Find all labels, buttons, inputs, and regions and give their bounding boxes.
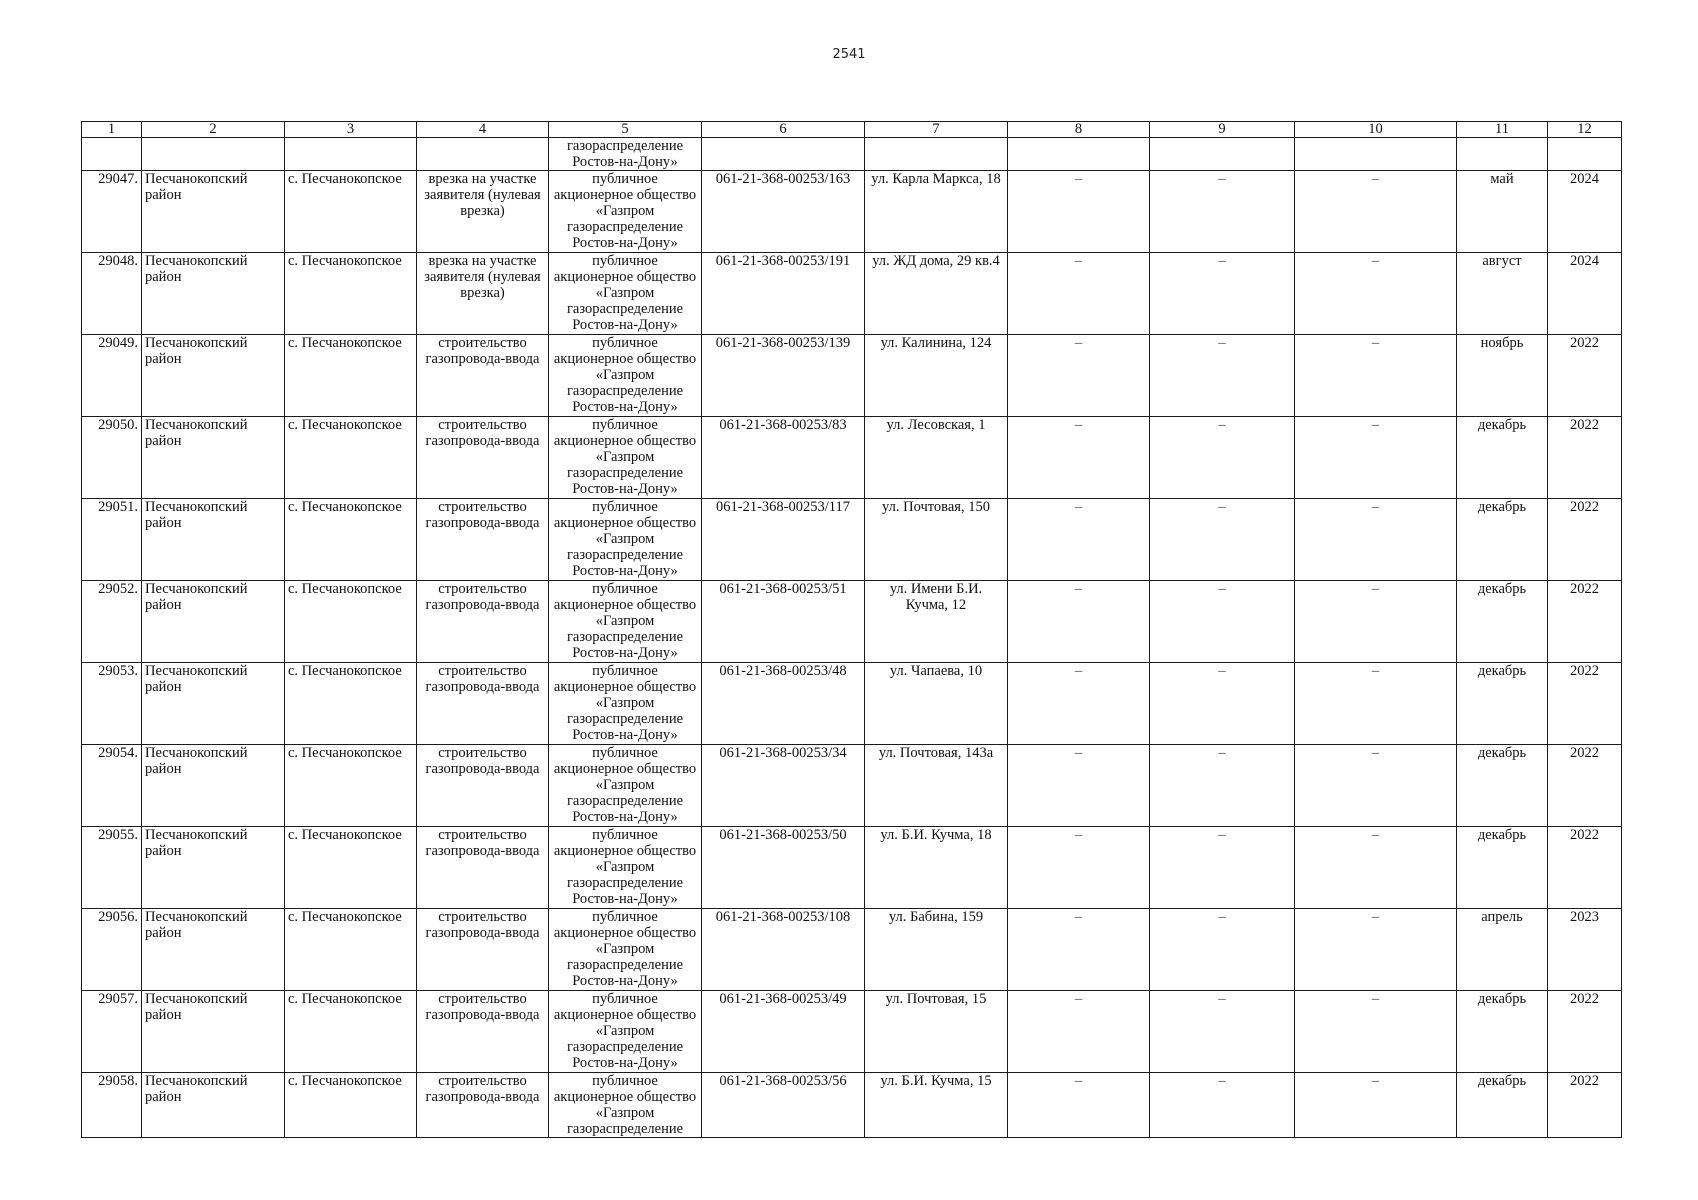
cell-col9: –: [1150, 417, 1295, 499]
cell-col10: –: [1295, 909, 1457, 991]
cell-address: ул. Б.И. Кучма, 18: [865, 827, 1008, 909]
cell-number: 29053.: [82, 663, 142, 745]
column-number: 3: [285, 122, 417, 138]
cell-org: газораспределение Ростов-на-Дону»: [549, 138, 702, 171]
cell-work-type: строительство газопровода-ввода: [417, 335, 549, 417]
cell-code: 061-21-368-00253/191: [702, 253, 865, 335]
cell-number: 29052.: [82, 581, 142, 663]
cell-year: 2022: [1548, 663, 1622, 745]
cell-code: 061-21-368-00253/34: [702, 745, 865, 827]
table-row: [82, 827, 1622, 909]
cell-col8: –: [1008, 335, 1150, 417]
cell-number: 29049.: [82, 335, 142, 417]
cell-year: 2024: [1548, 171, 1622, 253]
cell-organization: публичное акционерное общество «Газпром газораспределение Ростов-на-Дону»: [549, 909, 702, 991]
cell-settlement: с. Песчанокопское: [285, 1073, 417, 1138]
cell-work-type: строительство газопровода-ввода: [417, 745, 549, 827]
cell-col9: –: [1150, 909, 1295, 991]
cell-address: ул. Почтовая, 143а: [865, 745, 1008, 827]
cell-number: 29051.: [82, 499, 142, 581]
cell-col9: –: [1150, 581, 1295, 663]
cell-organization: публичное акционерное общество «Газпром газораспределение Ростов-на-Дону»: [549, 335, 702, 417]
cell-code: 061-21-368-00253/163: [702, 171, 865, 253]
cell-year: 2022: [1548, 745, 1622, 827]
column-number: 1: [82, 122, 142, 138]
cell-col9: –: [1150, 745, 1295, 827]
cell-month: декабрь: [1457, 663, 1548, 745]
cell-organization: публичное акционерное общество «Газпром газораспределение Ростов-на-Дону»: [549, 253, 702, 335]
cell-number: 29050.: [82, 417, 142, 499]
cell-settlement: с. Песчанокопское: [285, 827, 417, 909]
cell-number: 29056.: [82, 909, 142, 991]
cell-col10: –: [1295, 171, 1457, 253]
cell-year: 2022: [1548, 335, 1622, 417]
cell-work-type: строительство газопровода-ввода: [417, 1073, 549, 1138]
cell-year: 2022: [1548, 499, 1622, 581]
cell-year: 2022: [1548, 991, 1622, 1073]
cell-district: Песчанокопский район: [142, 663, 285, 745]
cell-work-type: строительство газопровода-ввода: [417, 417, 549, 499]
column-number: 11: [1457, 122, 1548, 138]
cell-col9: –: [1150, 253, 1295, 335]
column-number: 10: [1295, 122, 1457, 138]
cell-code: 061-21-368-00253/50: [702, 827, 865, 909]
cell-col8: –: [1008, 171, 1150, 253]
cell-year: 2023: [1548, 909, 1622, 991]
cell-settlement: с. Песчанокопское: [285, 909, 417, 991]
cell-work-type: строительство газопровода-ввода: [417, 499, 549, 581]
cell-district: Песчанокопский район: [142, 499, 285, 581]
cell-col10: –: [1295, 335, 1457, 417]
column-number: 2: [142, 122, 285, 138]
column-number: 9: [1150, 122, 1295, 138]
cell-month: декабрь: [1457, 417, 1548, 499]
cell-col9: –: [1150, 335, 1295, 417]
cell-col9: –: [1150, 663, 1295, 745]
table-row: [82, 1073, 1622, 1138]
cell-col10: –: [1295, 827, 1457, 909]
table-row: [82, 581, 1622, 663]
cell-number: 29047.: [82, 171, 142, 253]
cell-month: декабрь: [1457, 581, 1548, 663]
cell-col8: –: [1008, 663, 1150, 745]
cell-code: 061-21-368-00253/108: [702, 909, 865, 991]
cell-district: Песчанокопский район: [142, 335, 285, 417]
cell-col8: –: [1008, 909, 1150, 991]
cell-col10: –: [1295, 663, 1457, 745]
cell-district: Песчанокопский район: [142, 253, 285, 335]
cell-col9: –: [1150, 991, 1295, 1073]
cell-work-type: строительство газопровода-ввода: [417, 663, 549, 745]
cell-month: декабрь: [1457, 499, 1548, 581]
cell-col8: –: [1008, 499, 1150, 581]
cell-number: 29057.: [82, 991, 142, 1073]
cell-code: 061-21-368-00253/56: [702, 1073, 865, 1138]
table-row: [82, 417, 1622, 499]
cell-settlement: с. Песчанокопское: [285, 171, 417, 253]
cell-month: декабрь: [1457, 745, 1548, 827]
cell-organization: публичное акционерное общество «Газпром газораспределение Ростов-на-Дону»: [549, 991, 702, 1073]
cell-work-type: врезка на участке заявителя (нулевая врезка): [417, 253, 549, 335]
cell-organization: публичное акционерное общество «Газпром газораспределение Ростов-на-Дону»: [549, 827, 702, 909]
cell-address: ул. Бабина, 159: [865, 909, 1008, 991]
cell-col9: –: [1150, 171, 1295, 253]
cell-col10: –: [1295, 417, 1457, 499]
cell-col10: –: [1295, 1073, 1457, 1138]
cell-district: Песчанокопский район: [142, 991, 285, 1073]
column-number-row: [82, 122, 1622, 138]
registry-table: [81, 121, 1622, 1138]
cell-month: декабрь: [1457, 827, 1548, 909]
cell-month: декабрь: [1457, 991, 1548, 1073]
cell-year: 2022: [1548, 581, 1622, 663]
cell-address: ул. Карла Маркса, 18: [865, 171, 1008, 253]
cell-code: 061-21-368-00253/139: [702, 335, 865, 417]
cell-settlement: с. Песчанокопское: [285, 991, 417, 1073]
cell-settlement: с. Песчанокопское: [285, 499, 417, 581]
cell-district: Песчанокопский район: [142, 745, 285, 827]
cell-year: 2024: [1548, 253, 1622, 335]
cell-col9: –: [1150, 1073, 1295, 1138]
cell-number: 29058.: [82, 1073, 142, 1138]
cell-code: 061-21-368-00253/51: [702, 581, 865, 663]
cell-address: ул. Лесовская, 1: [865, 417, 1008, 499]
cell-col10: –: [1295, 745, 1457, 827]
cell-work-type: строительство газопровода-ввода: [417, 827, 549, 909]
cell-settlement: с. Песчанокопское: [285, 253, 417, 335]
cell-work-type: строительство газопровода-ввода: [417, 581, 549, 663]
cell-col8: –: [1008, 745, 1150, 827]
cell-code: 061-21-368-00253/48: [702, 663, 865, 745]
cell-work-type: врезка на участке заявителя (нулевая врезка): [417, 171, 549, 253]
cell-col10: –: [1295, 499, 1457, 581]
cell-settlement: с. Песчанокопское: [285, 417, 417, 499]
cell-district: Песчанокопский район: [142, 417, 285, 499]
cell-settlement: с. Песчанокопское: [285, 745, 417, 827]
page-number: 2541: [832, 47, 866, 62]
cell-district: Песчанокопский район: [142, 827, 285, 909]
cell-address: ул. Почтовая, 15: [865, 991, 1008, 1073]
cell-address: ул. Б.И. Кучма, 15: [865, 1073, 1008, 1138]
table-row: [82, 171, 1622, 253]
column-number: 5: [549, 122, 702, 138]
cell-year: 2022: [1548, 417, 1622, 499]
cell-organization: публичное акционерное общество «Газпром газораспределение Ростов-на-Дону»: [549, 499, 702, 581]
cell-settlement: с. Песчанокопское: [285, 663, 417, 745]
cell-col9: –: [1150, 499, 1295, 581]
cell-col8: –: [1008, 827, 1150, 909]
table-row: [82, 499, 1622, 581]
cell-district: Песчанокопский район: [142, 909, 285, 991]
cell-number: 29054.: [82, 745, 142, 827]
column-number: 4: [417, 122, 549, 138]
cell-col9: –: [1150, 827, 1295, 909]
cell-col10: –: [1295, 991, 1457, 1073]
cell-address: ул. Чапаева, 10: [865, 663, 1008, 745]
cell-col8: –: [1008, 1073, 1150, 1138]
cell-address: ул. Почтовая, 150: [865, 499, 1008, 581]
cell-code: 061-21-368-00253/49: [702, 991, 865, 1073]
cell-organization: публичное акционерное общество «Газпром газораспределение Ростов-на-Дону»: [549, 663, 702, 745]
cell-work-type: строительство газопровода-ввода: [417, 991, 549, 1073]
cell-organization: публичное акционерное общество «Газпром газораспределение Ростов-на-Дону»: [549, 581, 702, 663]
cell-district: Песчанокопский район: [142, 1073, 285, 1138]
cell-code: 061-21-368-00253/117: [702, 499, 865, 581]
cell-settlement: с. Песчанокопское: [285, 581, 417, 663]
cell-organization: публичное акционерное общество «Газпром газораспределение Ростов-на-Дону»: [549, 745, 702, 827]
table-row: [82, 663, 1622, 745]
column-number: 12: [1548, 122, 1622, 138]
cell-month: август: [1457, 253, 1548, 335]
cell-settlement: с. Песчанокопское: [285, 335, 417, 417]
cell-year: 2022: [1548, 1073, 1622, 1138]
table-row: [82, 909, 1622, 991]
continuation-row: [82, 138, 1622, 171]
cell-address: ул. Калинина, 124: [865, 335, 1008, 417]
cell-district: Песчанокопский район: [142, 581, 285, 663]
cell-col8: –: [1008, 417, 1150, 499]
cell-year: 2022: [1548, 827, 1622, 909]
cell-number: 29048.: [82, 253, 142, 335]
cell-month: ноябрь: [1457, 335, 1548, 417]
table-row: [82, 335, 1622, 417]
cell-col8: –: [1008, 991, 1150, 1073]
cell-organization: публичное акционерное общество «Газпром газораспределение Ростов-на-Дону»: [549, 417, 702, 499]
cell-col10: –: [1295, 253, 1457, 335]
cell-address: ул. Имени Б.И. Кучма, 12: [865, 581, 1008, 663]
table-row: [82, 991, 1622, 1073]
cell-district: Песчанокопский район: [142, 171, 285, 253]
column-number: 7: [865, 122, 1008, 138]
cell-month: май: [1457, 171, 1548, 253]
column-number: 8: [1008, 122, 1150, 138]
cell-number: 29055.: [82, 827, 142, 909]
cell-month: декабрь: [1457, 1073, 1548, 1138]
cell-col8: –: [1008, 253, 1150, 335]
column-number: 6: [702, 122, 865, 138]
cell-organization: публичное акционерное общество «Газпром газораспределение Ростов-на-Дону»: [549, 171, 702, 253]
table-row: [82, 253, 1622, 335]
cell-month: апрель: [1457, 909, 1548, 991]
cell-code: 061-21-368-00253/83: [702, 417, 865, 499]
cell-organization: публичное акционерное общество «Газпром газораспределение: [549, 1073, 702, 1138]
table-row: [82, 745, 1622, 827]
cell-work-type: строительство газопровода-ввода: [417, 909, 549, 991]
cell-address: ул. ЖД дома, 29 кв.4: [865, 253, 1008, 335]
cell-col8: –: [1008, 581, 1150, 663]
cell-col10: –: [1295, 581, 1457, 663]
